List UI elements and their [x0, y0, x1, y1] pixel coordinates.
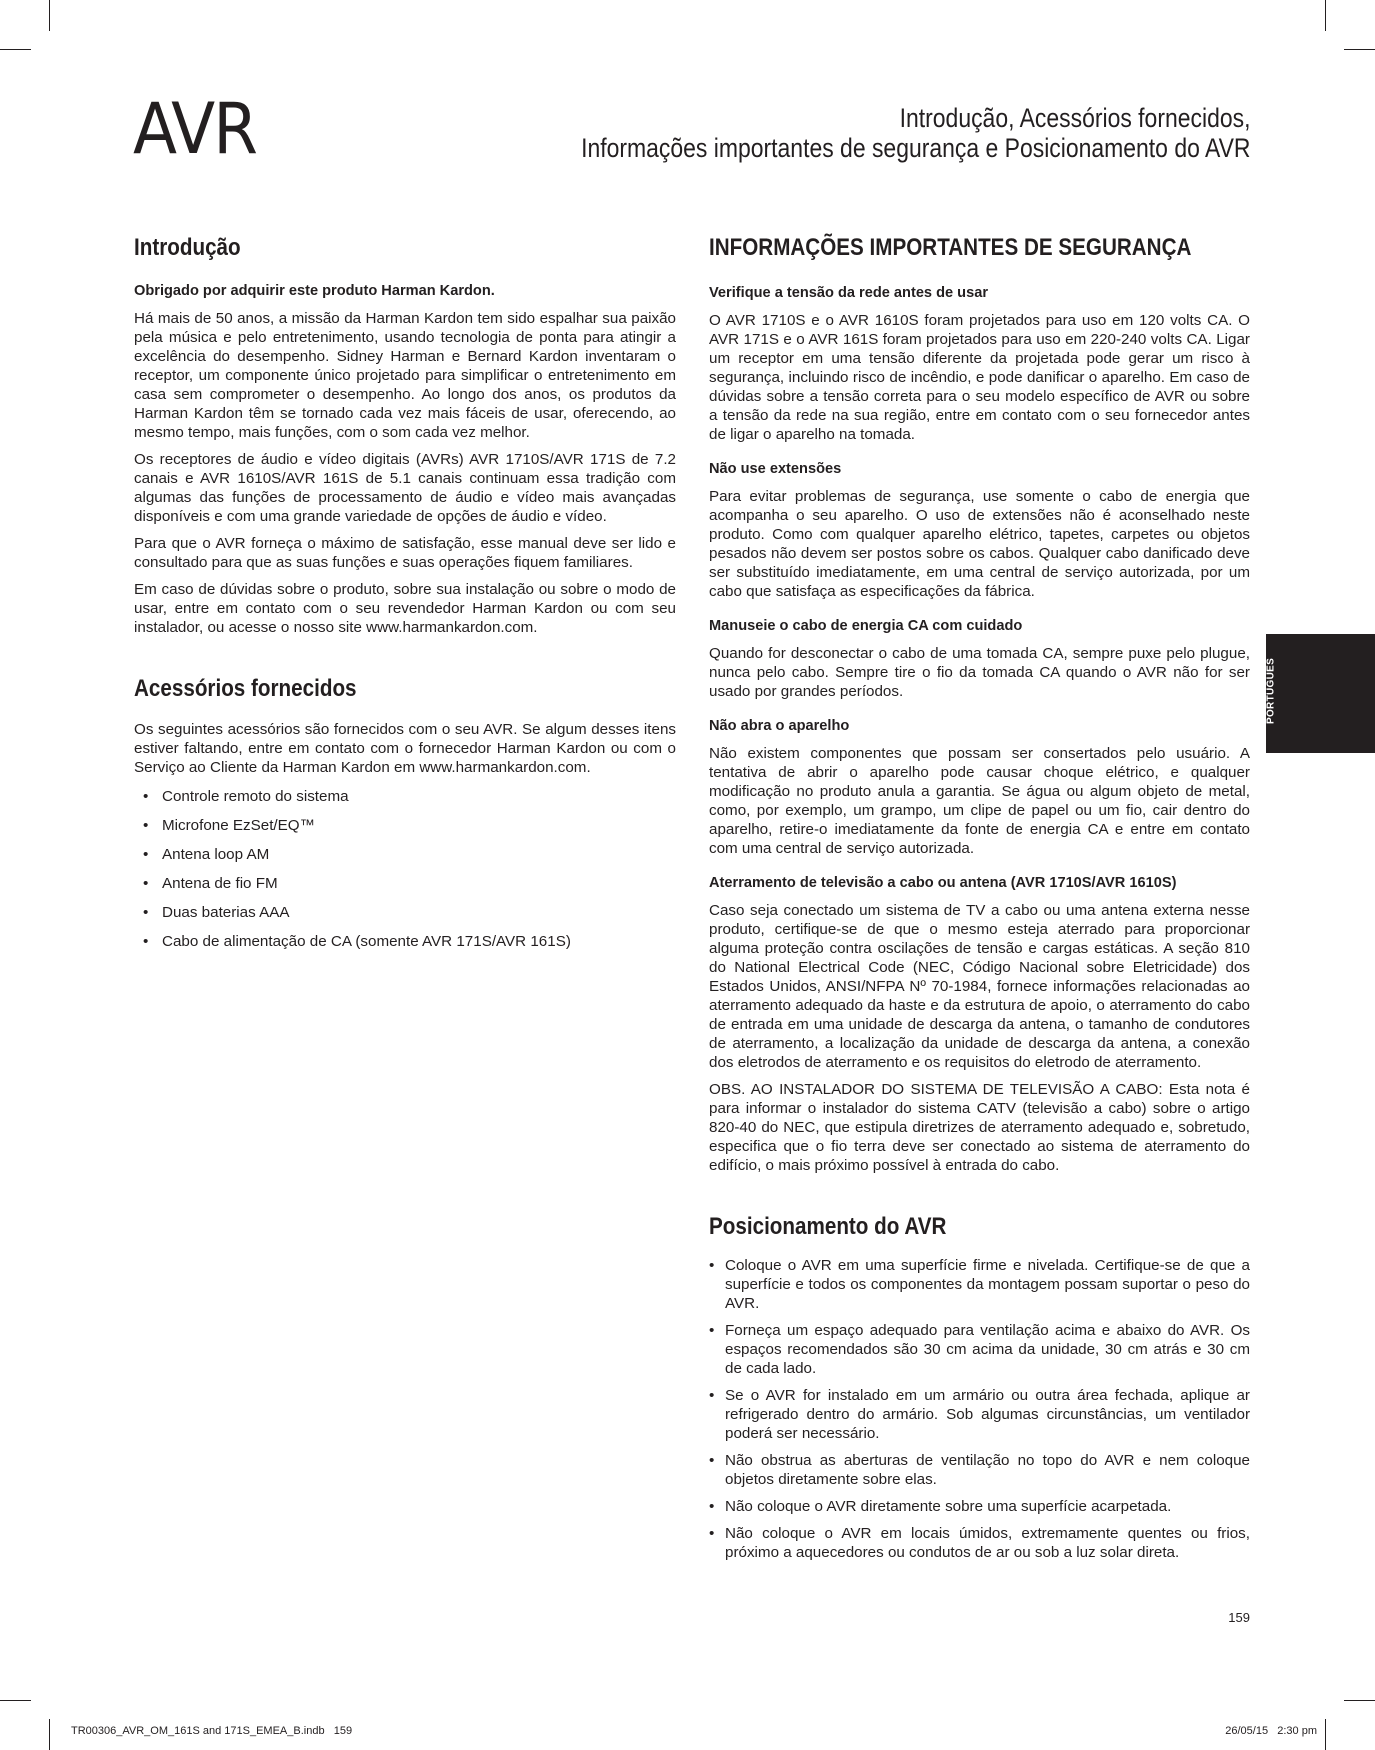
left-column	[134, 234, 676, 961]
safety-section-title: Manuseie o cabo de energia CA com cuidado	[709, 618, 1023, 634]
right-column	[709, 234, 1250, 1570]
page-number: 159	[1228, 1610, 1250, 1625]
intro-paragraph: Em caso de dúvidas sobre o produto, sobre sua instalação ou sobre o modo de usar, entre em contato com o seu revendedor Harman Kardon ou com seu instalador, ou acesse o nosso site www.harmankardon.com.	[134, 581, 676, 636]
safety-heading: INFORMAÇÕES IMPORTANTES DE SEGURANÇA	[709, 234, 1192, 261]
safety-paragraph: O AVR 1710S e o AVR 1610S foram projetados para uso em 120 volts CA. O AVR 171S e o AVR 161S foram projetados para uso em 220-240 volts CA. Ligar um receptor em uma tensão diferente da projetada pode gerar um risco à segurança, incluindo risco de incêndio, e pode danificar o aparelho. Em caso de dúvidas sobre a tensão correta para o seu modelo específico de AVR ou sobre a tensão da rede na sua região, entre em contato com o seu fornecedor antes de ligar o aparelho na tomada.	[709, 312, 1250, 443]
list-item: • Não obstrua as aberturas de ventilação no topo do AVR e nem coloque objetos diretamente sobre elas.	[709, 1451, 1250, 1489]
language-tab-label: PORTUGUÊS	[1265, 657, 1277, 724]
accessories-list	[134, 787, 676, 951]
crop-mark	[0, 49, 31, 50]
language-tab	[1266, 634, 1375, 753]
accessories-heading: Acessórios fornecidos	[134, 675, 357, 702]
list-item: • Antena loop AM	[134, 845, 676, 864]
footer-date: 26/05/15 2:30 pm	[1225, 1725, 1317, 1737]
crop-mark	[1344, 1700, 1375, 1701]
crop-mark	[1344, 49, 1375, 50]
placement-heading: Posicionamento do AVR	[709, 1213, 947, 1240]
footer-file-slug: TR00306_AVR_OM_161S and 171S_EMEA_B.indb 159	[71, 1725, 353, 1737]
page-title-line-2: Informações importantes de segurança e Posicionamento do AVR	[580, 133, 1250, 163]
list-item: • Coloque o AVR em uma superfície firme e nivelada. Certifique-se de que a superfície e todos os componentes da montagem possam suportar o peso do AVR.	[709, 1256, 1250, 1313]
intro-subheading: Obrigado por adquirir este produto Harman Kardon.	[134, 283, 495, 299]
list-item: • Cabo de alimentação de CA (somente AVR 171S/AVR 161S)	[134, 932, 676, 951]
crop-mark	[1325, 0, 1326, 31]
list-item: • Controle remoto do sistema	[134, 787, 676, 806]
intro-paragraph: Há mais de 50 anos, a missão da Harman Kardon tem sido espalhar sua paixão pela música e pelo entretenimento, usando tecnologia de ponta para atingir a excelência do desempenho. Sidney Harman e Bernard Kardon inventaram o receptor, um componente único projetado para simplificar o entretenimento em casa sem comprometer o desempenho. Ao longo dos anos, os produtos da Harman Kardon têm se tornado cada vez mais fáceis de usar, oferecendo, ao mesmo tempo, mais funções, com o som cada vez melhor.	[134, 310, 676, 441]
intro-paragraph: Os receptores de áudio e vídeo digitais (AVRs) AVR 1710S/AVR 171S de 7.2 canais e AVR 1610S/AVR 161S de 5.1 canais continuam essa tradição com algumas das funções de processamento de áudio e vídeo mais avançadas disponíveis e com uma grande variedade de opções de áudio e vídeo.	[134, 451, 676, 525]
crop-mark	[49, 0, 50, 31]
list-item: • Duas baterias AAA	[134, 903, 676, 922]
crop-mark	[1325, 1719, 1326, 1750]
page-title-line-1: Introdução, Acessórios fornecidos,	[899, 103, 1250, 133]
intro-paragraph: Para que o AVR forneça o máximo de satisfação, esse manual deve ser lido e consultado para que as suas funções e suas operações fiquem familiares.	[134, 535, 676, 571]
safety-section-title: Aterramento de televisão a cabo ou antena (AVR 1710S/AVR 1610S)	[709, 875, 1177, 891]
safety-paragraph: OBS. AO INSTALADOR DO SISTEMA DE TELEVISÃO A CABO: Esta nota é para informar o instalador do sistema CATV (televisão a cabo) sobre o artigo 820-40 do NEC, que estipula diretrizes de aterramento adequado e, sobretudo, especifica que o fio terra deve ser conectado ao sistema de aterramento do edifício, o mais próximo possível à entrada do cabo.	[709, 1081, 1250, 1174]
safety-section-title: Não use extensões	[709, 461, 842, 477]
list-item: • Não coloque o AVR diretamente sobre uma superfície acarpetada.	[709, 1497, 1250, 1516]
brand-logo	[133, 88, 267, 170]
safety-section-title: Não abra o aparelho	[709, 718, 850, 734]
safety-paragraph: Quando for desconectar o cabo de uma tomada CA, sempre puxe pelo plugue, nunca pelo cabo. Sempre tire o fio da tomada CA quando o AVR não for ser usado por grandes períodos.	[709, 645, 1250, 700]
safety-paragraph: Não existem componentes que possam ser consertados pelo usuário. A tentativa de abrir o aparelho pode causar choque elétrico, e qualquer modificação no produto anula a garantia. Se água ou algum objeto de metal, como, por exemplo, um grampo, um clipe de papel ou um fio, cair dentro do aparelho, retire-o imediatamente da fonte de energia CA e entre em contato com uma central de serviço autorizada.	[709, 745, 1250, 857]
brand-text: AVR	[133, 88, 257, 170]
list-item: • Antena de fio FM	[134, 874, 676, 893]
placement-list	[709, 1256, 1250, 1562]
list-item: • Forneça um espaço adequado para ventilação acima e abaixo do AVR. Os espaços recomendados são 30 cm acima da unidade, 30 cm atrás e 30 cm de cada lado.	[709, 1321, 1250, 1378]
safety-section-title: Verifique a tensão da rede antes de usar	[709, 285, 989, 301]
list-item: • Não coloque o AVR em locais úmidos, extremamente quentes ou frios, próximo a aquecedores ou condutos de ar ou sob a luz solar direta.	[709, 1524, 1250, 1562]
list-item: • Microfone EzSet/EQ™	[134, 816, 676, 835]
list-item: • Se o AVR for instalado em um armário ou outra área fechada, aplique ar refrigerado dentro do armário. Sob algumas circunstâncias, um ventilador poderá ser necessário.	[709, 1386, 1250, 1443]
crop-mark	[49, 1719, 50, 1750]
safety-paragraph: Caso seja conectado um sistema de TV a cabo ou uma antena externa nesse produto, certifique-se de que o mesmo esteja aterrado para proporcionar alguma proteção contra oscilações de tensão e cargas estáticas. A seção 810 do National Electrical Code (NEC, Código Nacional sobre Eletricidade) dos Estados Unidos, ANSI/NFPA Nº 70-1984, fornece informações relacionadas ao aterramento adequado da haste e da estrutura de apoio, o aterramento do cabo de entrada em uma unidade de descarga da antena, o tamanho de condutores de aterramento, a localização da unidade de descarga da antena, a conexão dos eletrodos de aterramento e os requisitos do eletrodo de aterramento.	[709, 902, 1250, 1071]
intro-heading: Introdução	[134, 234, 241, 261]
safety-paragraph: Para evitar problemas de segurança, use somente o cabo de energia que acompanha o seu aparelho. O uso de extensões não é aconselhado neste produto. Como com qualquer aparelho elétrico, tapetes, carpetes ou objetos pesados não devem ser postos sobre os cabos. Qualquer cabo danificado deve ser substituído imediatamente, em uma central de serviço autorizada, por um cabo que satisfaça as especificações da fábrica.	[709, 488, 1250, 600]
accessories-paragraph: Os seguintes acessórios são fornecidos com o seu AVR. Se algum desses itens estiver faltando, entre em contato com o fornecedor Harman Kardon ou com o Serviço ao Cliente da Harman Kardon em www.harmankardon.com.	[134, 721, 676, 776]
crop-mark	[0, 1700, 31, 1701]
page-title	[463, 103, 1250, 163]
